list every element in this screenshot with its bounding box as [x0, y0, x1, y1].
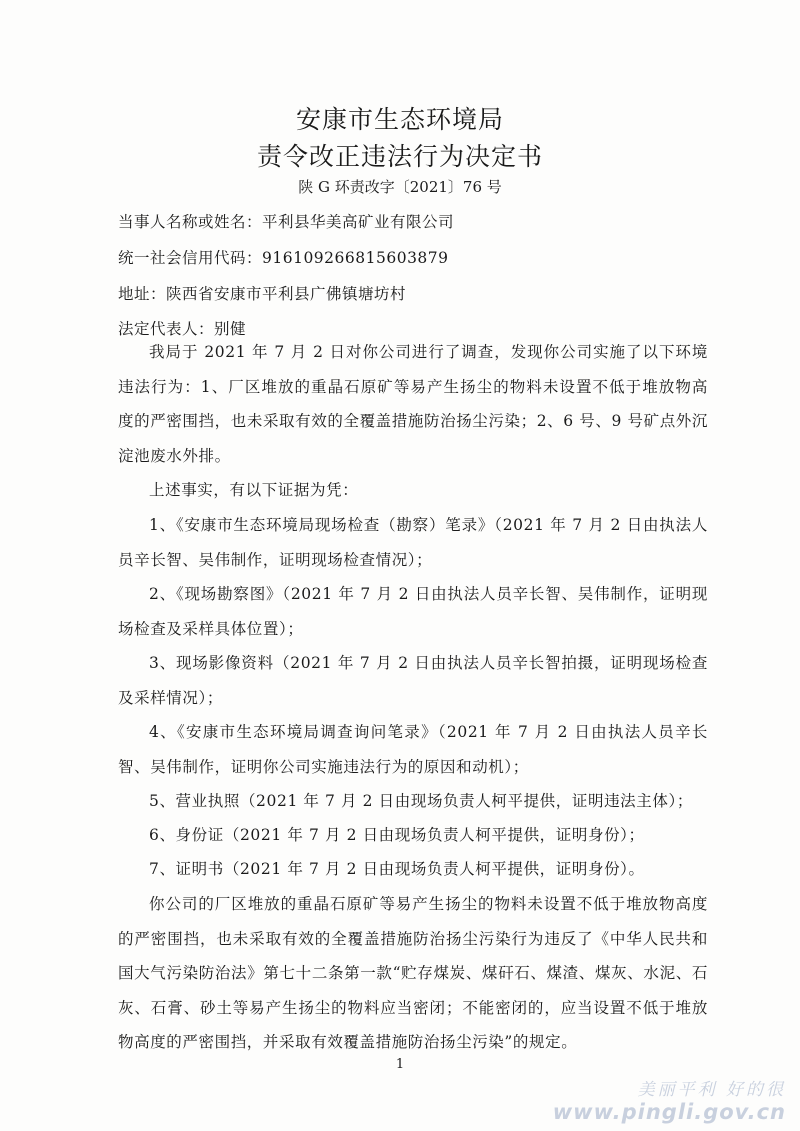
evidence-item: 5、营业执照（2021 年 7 月 2 日由现场负责人柯平提供，证明违法主体）； [149, 792, 693, 810]
document-title-decision: 责令改正违法行为决定书 [256, 142, 543, 171]
document-title-agency: 安康市生态环境局 [295, 105, 504, 134]
conclusion-paragraph: 你公司的厂区堆放的重晶石原矿等易产生扬尘的物料未设置不低于堆放物高度的严密围挡，也未采取有效的全覆盖措施防治扬尘污染行为违反了《中华人民共和国大气污染防治法》第七十二条第一款“贮存煤炭、煤矸石、煤渣、煤灰、水泥、石灰、石膏、砂土等易产生扬尘的物料应当密闭；不能密闭的，应当设置不低于堆放物高度的严密围挡，并采取有效覆盖措施防治扬尘污染”的规定。 [118, 895, 708, 1051]
credit-code: 统一社会信用代码：916109266815603879 [118, 249, 449, 267]
watermark-url: www.pingli.gov.cn [552, 1100, 786, 1124]
party-name: 当事人名称或姓名：平利县华美高矿业有限公司 [118, 213, 455, 231]
document-number: 陕 G 环责改字〔2021〕76 号 [298, 178, 502, 196]
evidence-item: 7、证明书（2021 年 7 月 2 日由现场负责人柯平提供，证明身份）。 [149, 860, 645, 878]
party-address: 地址：陕西省安康市平利县广佛镇塘坊村 [118, 285, 407, 303]
page-number: 1 [395, 1057, 405, 1072]
legal-representative: 法定代表人：别健 [118, 320, 247, 338]
evidence-item: 6、身份证（2021 年 7 月 2 日由现场负责人柯平提供，证明身份）； [149, 826, 645, 844]
evidence-item: 1、《安康市生态环境局现场检查（勘察）笔录》（2021 年 7 月 2 日由执法人员辛长智、吴伟制作，证明现场检查情况）； [118, 516, 708, 569]
evidence-intro: 上述事实，有以下证据为凭： [149, 481, 359, 499]
findings-paragraph: 我局于 2021 年 7 月 2 日对你公司进行了调查，发现你公司实施了以下环境违法行为：1、厂区堆放的重晶石原矿等易产生扬尘的物料未设置不低于堆放物高度的严密围挡，也未采取有效的全覆盖措施防治扬尘污染；2、6 号、9 号矿点外沉淀池废水外排。 [118, 343, 708, 465]
site-watermark [553, 1075, 786, 1124]
evidence-item: 3、现场影像资料（2021 年 7 月 2 日由执法人员辛长智拍摄，证明现场检查及采样情况）； [118, 654, 708, 707]
evidence-item: 2、《现场勘察图》（2021 年 7 月 2 日由执法人员辛长智、吴伟制作，证明现场检查及采样具体位置）； [118, 585, 708, 638]
evidence-item: 4、《安康市生态环境局调查询问笔录》（2021 年 7 月 2 日由执法人员辛长智、吴伟制作，证明你公司实施违法行为的原因和动机）； [118, 723, 708, 776]
watermark-slogan: 美丽平利 好的很 [637, 1080, 786, 1100]
